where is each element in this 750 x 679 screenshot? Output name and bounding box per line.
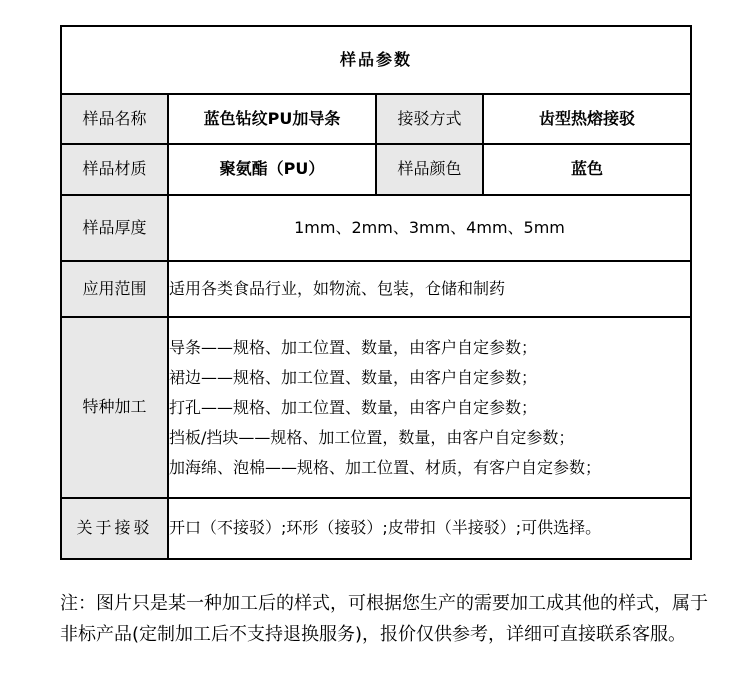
special-processing-label: 特种加工	[61, 317, 168, 498]
sample-parameters-table	[60, 25, 692, 560]
special-processing-value	[168, 317, 691, 498]
table-row	[61, 261, 691, 317]
footnote: 注：图片只是某一种加工后的样式，可根据您生产的需要加工成其他的样式，属于非标产品(定制加工后不支持退换服务)，报价仅供参考，详细可直接联系客服。	[60, 593, 708, 645]
sample-material-value: 聚氨酯（PU）	[168, 144, 376, 195]
table-row	[61, 498, 691, 559]
joint-method-value: 齿型热熔接驳	[483, 94, 691, 144]
special-processing-line: 加海绵、泡棉——规格、加工位置、材质，有客户自定参数；	[169, 457, 602, 477]
special-processing-line: 裙边——规格、加工位置、数量，由客户自定参数；	[169, 367, 538, 387]
special-processing-line: 导条——规格、加工位置、数量，由客户自定参数；	[169, 337, 538, 357]
special-processing-lines	[169, 333, 690, 483]
application-range-label: 应用范围	[61, 261, 168, 317]
joint-method-label: 接驳方式	[376, 94, 483, 144]
table-title-row	[61, 26, 691, 94]
sample-material-label: 样品材质	[61, 144, 168, 195]
about-connection-label: 关于接驳	[61, 498, 168, 559]
application-range-value: 适用各类食品行业，如物流、包装，仓储和制药	[168, 261, 691, 317]
table-row	[61, 317, 691, 498]
sample-thickness-value: 1mm、2mm、3mm、4mm、5mm	[168, 195, 691, 261]
about-connection-value: 开口（不接驳）;环形（接驳）;皮带扣（半接驳）;可供选择。	[168, 498, 691, 559]
sample-color-value: 蓝色	[483, 144, 691, 195]
table-row	[61, 144, 691, 195]
sample-name-label: 样品名称	[61, 94, 168, 144]
special-processing-line: 打孔——规格、加工位置、数量，由客户自定参数；	[169, 397, 538, 417]
table-row	[61, 195, 691, 261]
sample-thickness-label: 样品厚度	[61, 195, 168, 261]
sample-name-value: 蓝色钻纹PU加导条	[168, 94, 376, 144]
page-title: 样品参数	[61, 26, 691, 94]
special-processing-line: 挡板/挡块——规格、加工位置，数量，由客户自定参数；	[169, 427, 575, 447]
table-row	[61, 94, 691, 144]
sample-color-label: 样品颜色	[376, 144, 483, 195]
